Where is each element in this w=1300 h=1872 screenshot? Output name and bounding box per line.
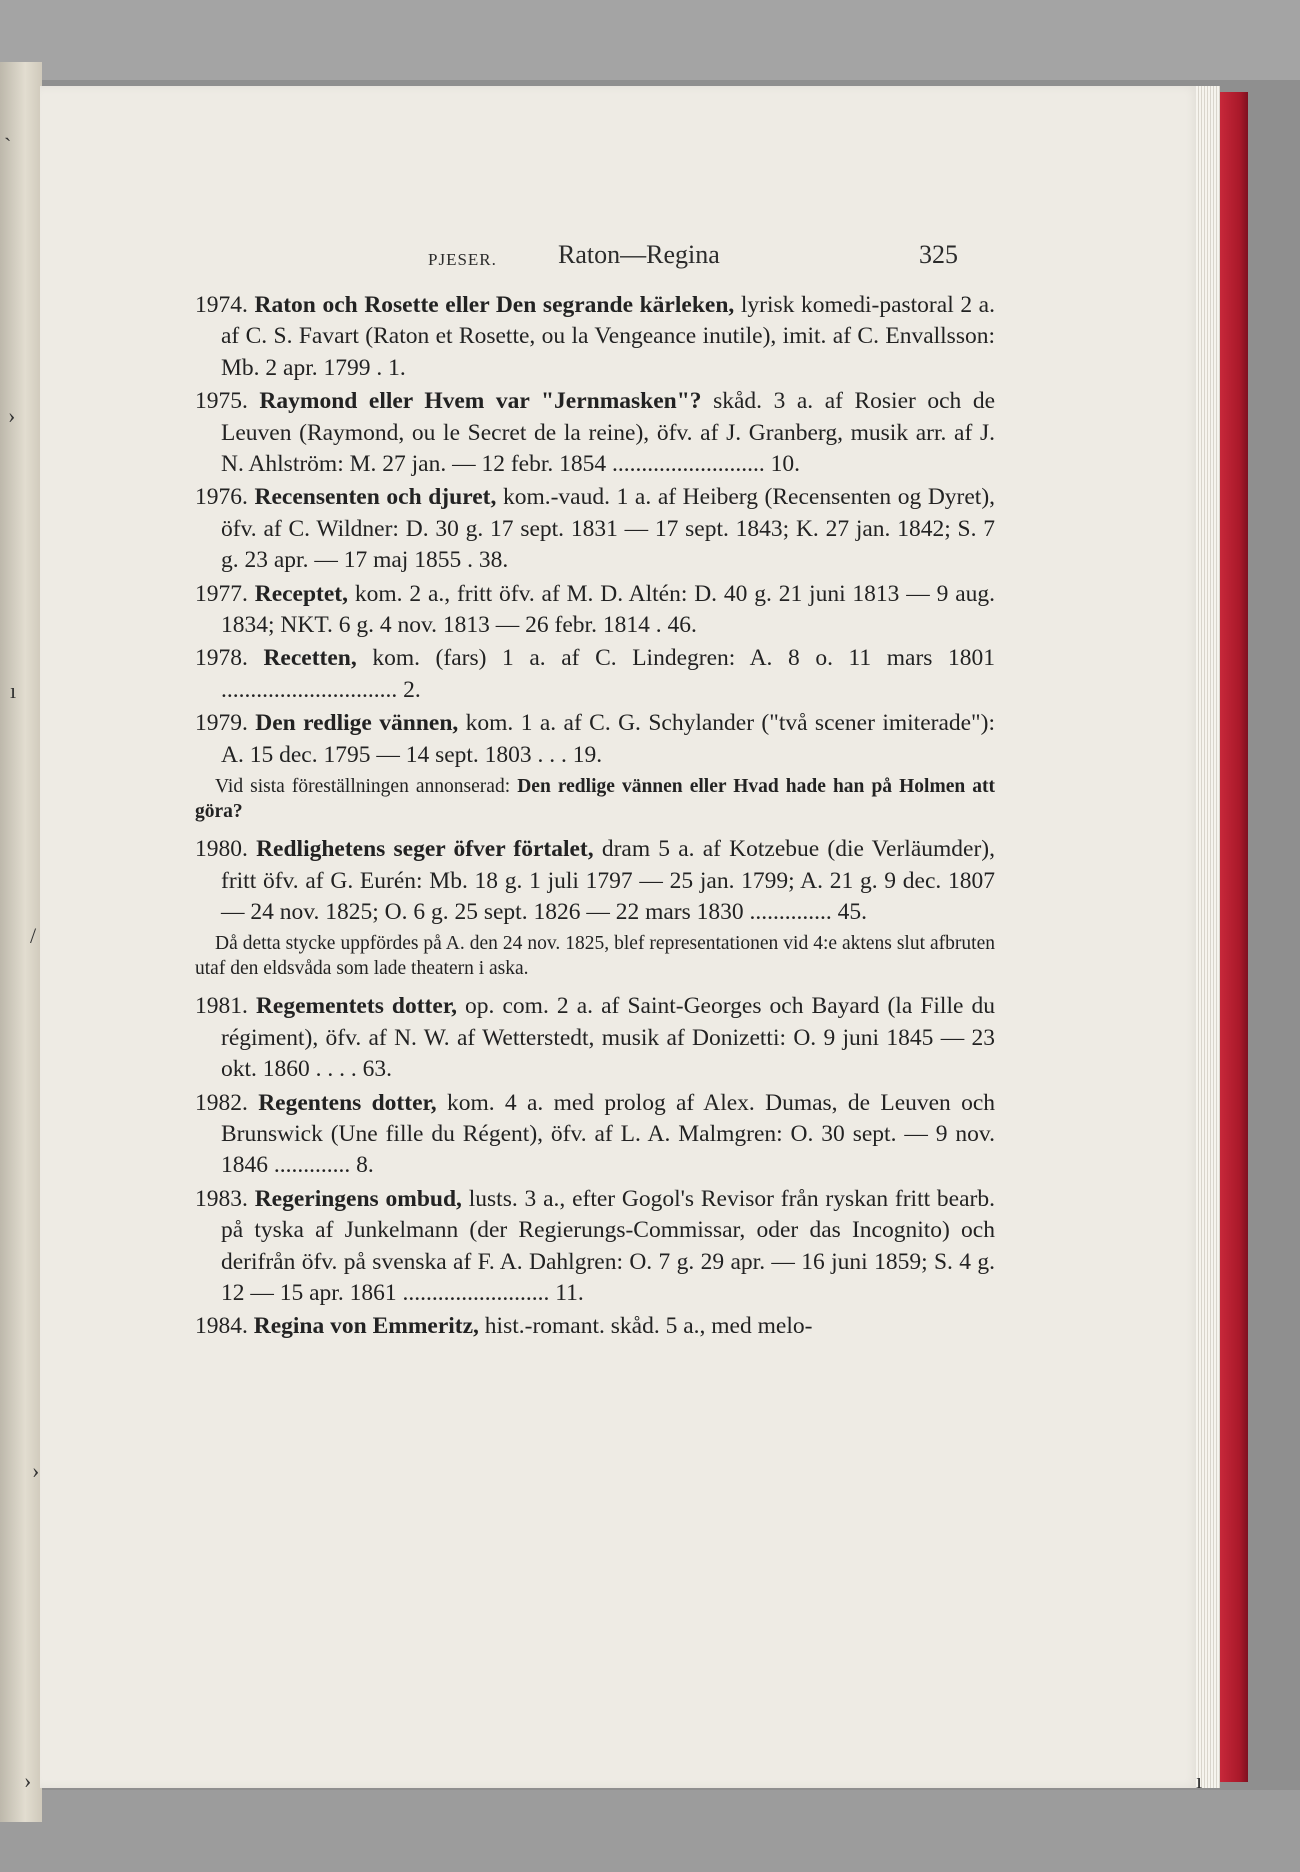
entry-title: Recetten, bbox=[263, 645, 357, 672]
note-1980 bbox=[195, 932, 995, 981]
entries-list bbox=[195, 290, 995, 1345]
entry-1984 bbox=[195, 1311, 995, 1342]
note-1979 bbox=[195, 775, 995, 824]
entry-text: kom. 4 a. med prolog af Alex. Dumas, de Leuven och Brunswick (Une fille du Régent), öfv. af L. A. Malmgren: O. 30 sept. — 9 nov. 1846 ............. 8. bbox=[221, 1089, 996, 1179]
entry-title: Regentens dotter, bbox=[258, 1089, 437, 1116]
entry-text: kom. (fars) 1 a. af C. Lindegren: A. 8 o. 11 mars 1801 .............................. 2. bbox=[221, 645, 995, 703]
entry-title: Regementets dotter, bbox=[255, 993, 457, 1020]
entry-text: skåd. 3 a. af Rosier och de Leuven (Raymond, ou le Secret de la reine), öfv. af J. Granberg, musik arr. af J. N. Ahlström: M. 27 jan. — 12 febr. 1854 .......................... 10. bbox=[221, 388, 996, 478]
entry-1983 bbox=[195, 1184, 995, 1310]
red-book-cover bbox=[1220, 92, 1248, 1782]
entry-text: lusts. 3 a., efter Gogol's Revisor från ryskan fritt bearb. på tyska af Junkelmann (der Regierungs-Commissar, oder das Incognito) och derifrån öfv. på svenska af F. A. Dahlgren: O. 7 g. 29 apr. — 16 juni 1859; S. 4 g. 12 — 15 apr. 1861 ......................... 11. bbox=[221, 1185, 995, 1306]
page-stack-edges bbox=[1196, 86, 1220, 1788]
entry-number: 1975. bbox=[195, 388, 248, 415]
entry-1977 bbox=[195, 579, 995, 642]
entry-number: 1981. bbox=[195, 993, 248, 1020]
note-title: Den redlige vännen eller Hvad hade han på Holmen att göra? bbox=[195, 776, 995, 822]
margin-mark: / bbox=[30, 923, 37, 948]
entry-1979 bbox=[195, 708, 995, 771]
running-header bbox=[428, 240, 968, 274]
margin-mark: › bbox=[32, 1458, 40, 1483]
margin-mark: ı bbox=[1196, 1768, 1203, 1793]
entry-title: Raymond eller Hvem var "Jernmasken"? bbox=[259, 388, 702, 415]
note-text: Då detta stycke uppfördes på A. den 24 nov. 1825, blef representationen vid 4:e aktens slut afbruten utaf den eldsvåda som lade theatern i aska. bbox=[195, 933, 995, 979]
entry-text: hist.-romant. skåd. 5 a., med melo- bbox=[484, 1313, 813, 1340]
note-prefix: Vid sista föreställningen annonserad: bbox=[215, 776, 511, 798]
entry-title: Raton och Rosette eller Den segrande kärleken, bbox=[254, 292, 735, 318]
header-section: PJESER. bbox=[428, 250, 497, 269]
margin-mark: ı bbox=[10, 678, 17, 703]
entry-text: kom. 1 a. af C. G. Schylander ("två scener imiterade"): A. 15 dec. 1795 — 14 sept. 1803 . . . 19. bbox=[221, 710, 996, 768]
entry-number: 1980. bbox=[195, 836, 248, 863]
entry-1978 bbox=[195, 643, 995, 706]
margin-mark: › bbox=[24, 1768, 32, 1793]
entry-text: op. com. 2 a. af Saint-Georges och Bayard (la Fille du régiment), öfv. af N. W. af Wetterstedt, musik af Donizetti: O. 9 juni 1845 — 23 okt. 1860 . . . . 63. bbox=[221, 993, 996, 1083]
entry-number: 1984. bbox=[195, 1313, 248, 1340]
entry-title: Recensenten och djuret, bbox=[254, 484, 497, 511]
page-number: 325 bbox=[919, 240, 958, 269]
header-title: Raton—Regina bbox=[558, 240, 720, 269]
entry-number: 1977. bbox=[195, 580, 248, 607]
entry-title: Receptet, bbox=[254, 580, 349, 607]
entry-1982 bbox=[195, 1088, 995, 1182]
entry-text: kom. 2 a., fritt öfv. af M. D. Altén: D. 40 g. 21 juni 1813 — 9 aug. 1834; NKT. 6 g. 4 nov. 1813 — 26 febr. 1814 . 46. bbox=[221, 580, 996, 639]
scan-background-bottom bbox=[0, 1790, 1300, 1872]
entry-title: Redlighetens seger öfver förtalet, bbox=[256, 836, 594, 863]
entry-1980 bbox=[195, 834, 995, 928]
entry-number: 1983. bbox=[195, 1185, 248, 1212]
entry-title: Regeringens ombud, bbox=[254, 1185, 462, 1212]
entry-text: dram 5 a. af Kotzebue (die Verläumder), fritt öfv. af G. Eurén: Mb. 18 g. 1 juli 1797 — 25 jan. 1799; A. 21 g. 9 dec. 1807 — 24 nov. 1825; O. 6 g. 25 sept. 1826 — 22 mars 1830 .............. 45. bbox=[221, 836, 995, 925]
entry-number: 1979. bbox=[195, 710, 248, 737]
entry-text: kom.-vaud. 1 a. af Heiberg (Recensenten og Dyret), öfv. af C. Wildner: D. 30 g. 17 sept. 1831 — 17 sept. 1843; K. 27 jan. 1842; S. 7 g. 23 apr. — 17 maj 1855 . 38. bbox=[221, 484, 996, 574]
entry-title: Regina von Emmeritz, bbox=[253, 1313, 479, 1340]
entry-1975 bbox=[195, 386, 995, 480]
entry-number: 1978. bbox=[195, 645, 248, 672]
entry-number: 1982. bbox=[195, 1089, 248, 1116]
margin-mark: ` bbox=[4, 133, 12, 158]
entry-title: Den redlige vännen, bbox=[255, 710, 459, 737]
entry-1981 bbox=[195, 991, 995, 1085]
entry-number: 1976. bbox=[195, 484, 248, 511]
entry-text: lyrisk komedi-pastoral 2 a. af C. S. Favart (Raton et Rosette, ou la Vengeance inutile), imit. af C. Envallsson: Mb. 2 apr. 1799 . 1. bbox=[221, 292, 995, 381]
margin-mark: › bbox=[8, 403, 16, 428]
entry-1974 bbox=[195, 290, 995, 384]
scan-background-top bbox=[0, 0, 1300, 80]
entry-number: 1974. bbox=[195, 292, 248, 318]
entry-1976 bbox=[195, 482, 995, 576]
